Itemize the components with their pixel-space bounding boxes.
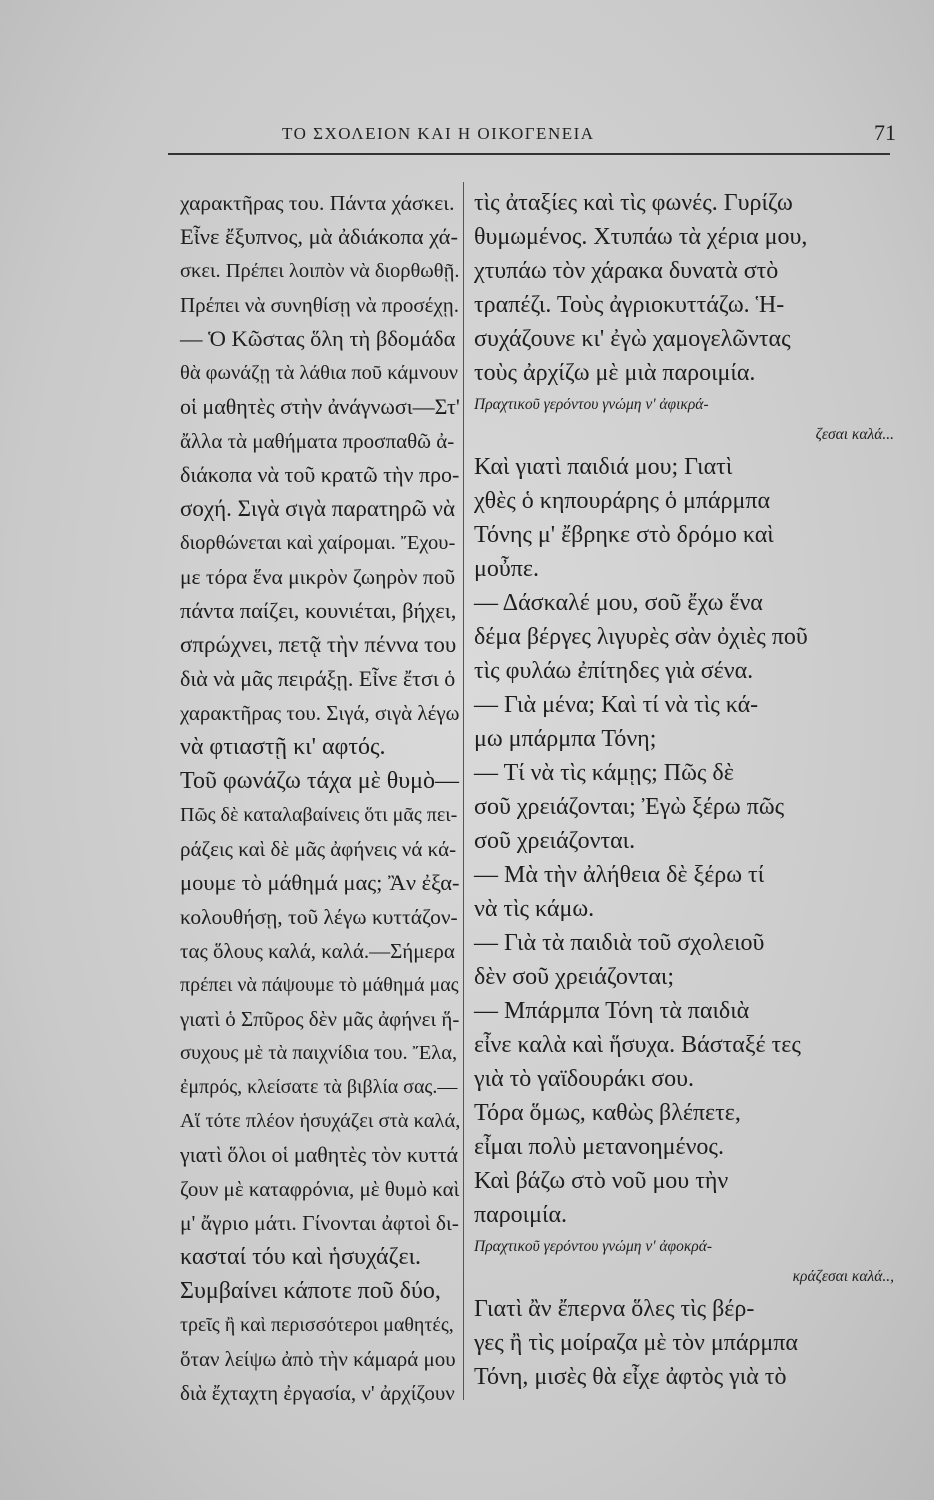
text-line: Τόνης μ' ἔβρηκε στὸ δρόμο καὶ — [474, 522, 774, 548]
text-line: πάντα παίζει, κουνιέται, βήχει, — [180, 598, 457, 623]
text-line: κολουθήσῃ, τοῦ λέγω κυττάζον- — [180, 905, 458, 929]
text-line: — Μπάρμπα Τόνη τὰ παιδιὰ — [474, 998, 750, 1024]
proverb-line: κράζεσαι καλά.., — [792, 1268, 894, 1285]
proverb-line: Πραχτικοῦ γερόντου γνώμη ν' ἀφοκρά- — [474, 1238, 713, 1255]
text-line: θὰ φωνάζῃ τὰ λάθια ποῦ κάμνουν — [180, 362, 459, 384]
text-line: νὰ φτιαστῇ κι' αφτός. — [180, 734, 386, 760]
text-line: ὅταν λείψω ἀπὸ τὴν κάμαρά μου — [180, 1347, 456, 1371]
text-line: μουμε τὸ μάθημά μας; Ἂν ἐξα- — [180, 870, 460, 895]
column-divider — [463, 182, 464, 1400]
text-line: μω μπάρμπα Τόνη; — [474, 726, 657, 752]
text-line: νὰ τὶς κάμω. — [474, 896, 595, 922]
text-line: Τόνη, μισὲς θὰ εἶχε ἀφτὸς γιὰ τὸ — [474, 1364, 787, 1390]
text-line: — Γιὰ μένα; Καὶ τί νὰ τὶς κά- — [474, 692, 759, 718]
text-line: Αἵ τότε πλέον ἡσυχάζει στὰ καλά, — [180, 1110, 461, 1132]
proverb-line: Πραχτικοῦ γερόντου γνώμη ν' ἀφικρά- — [474, 396, 709, 413]
text-line: τὶς ἀταξίες καὶ τὶς φωνές. Γυρίζω — [474, 190, 793, 216]
text-line: Γιατὶ ἂν ἔπερνα ὅλες τὶς βέρ- — [474, 1296, 755, 1322]
text-line: γιὰ τὸ γαϊδουράκι σου. — [474, 1066, 695, 1092]
left-column — [180, 186, 460, 1410]
page-number: 71 — [874, 120, 896, 145]
text-line: οἱ μαθητὲς στὴν ἀνάγνωσι—Στ' — [180, 394, 460, 419]
text-line: εἶμαι πολὺ μετανοημένος. — [474, 1134, 724, 1160]
text-line: σκει. Πρέπει λοιπὸν νὰ διορθωθῇ. — [180, 260, 460, 282]
text-line: γιατὶ ὁ Σπῦρος δὲν μᾶς ἀφήνει ἥ- — [180, 1007, 460, 1031]
text-line: σπρώχνει, πετᾷ τὴν πέννα του — [180, 632, 457, 657]
text-line: τοὺς ἀρχίζω μὲ μιὰ παροιμία. — [474, 360, 756, 386]
text-line: Τόρα ὅμως, καθὼς βλέπετε, — [474, 1100, 741, 1126]
text-line: θυμωμένος. Χτυπάω τὰ χέρια μου, — [474, 224, 808, 250]
text-line: — Μὰ τὴν ἀλήθεια δὲ ξέρω τί — [474, 862, 765, 888]
text-line: Πρέπει νὰ συνηθίσῃ νὰ προσέχῃ. — [180, 293, 460, 317]
text-line: συχάζουνε κι' ἐγὼ χαμογελῶντας — [474, 326, 791, 352]
text-line: διὰ νὰ μᾶς πειράξῃ. Εἶνε ἔτσι ὁ — [180, 666, 456, 691]
text-line: διὰ ἔχταχτη ἐργασία, ν' ἀρχίζουν — [180, 1381, 455, 1405]
text-line: ἐμπρός, κλείσατε τὰ βιβλία σας.— — [180, 1076, 458, 1098]
text-line: μ' ἄγριο μάτι. Γίνονται ἀφτοὶ δι- — [180, 1211, 459, 1235]
text-line: κασταί τόυ καὶ ἡσυχάζει. — [180, 1244, 422, 1270]
text-line: ράζεις καὶ δὲ μᾶς ἀφήνεις νά κά- — [180, 837, 457, 861]
text-line: παροιμία. — [474, 1202, 568, 1228]
text-line: Καὶ βάζω στὸ νοῦ μου τὴν — [474, 1168, 729, 1194]
text-line: — Τί νὰ τὶς κάμῃς; Πῶς δὲ — [474, 760, 734, 786]
text-line: με τόρα ἕνα μικρὸν ζωηρὸν ποῦ — [180, 565, 456, 589]
text-line: Πῶς δὲ καταλαβαίνεις ὅτι μᾶς πει- — [180, 804, 458, 826]
text-line: δὲν σοῦ χρειάζονται; — [474, 964, 675, 990]
text-line: σοῦ χρειάζονται; Ἐγὼ ξέρω πῶς — [474, 794, 785, 820]
text-line: εἶνε καλὰ καὶ ἥσυχα. Βάσταξέ τες — [474, 1032, 801, 1058]
text-line: μοὖπε. — [474, 556, 539, 582]
text-line: Εἶνε ἔξυπνος, μὰ ἀδιάκοπα χά- — [180, 224, 458, 249]
text-line: τραπέζι. Τοὺς ἀγριοκυττάζω. Ἡ- — [474, 292, 785, 318]
text-line: τας ὅλους καλά, καλά.—Σήμερα — [180, 939, 455, 963]
text-line: ἄλλα τὰ μαθήματα προσπαθῶ ἀ- — [180, 429, 455, 453]
proverb-line: ζεσαι καλά... — [815, 426, 894, 443]
right-column — [474, 186, 894, 1394]
text-line: χαρακτῆρας του. Σιγά, σιγὰ λέγω — [180, 701, 460, 725]
text-line: τὶς φυλάω ἐπίτηδες γιὰ σένα. — [474, 658, 754, 684]
text-line: διάκοπα νὰ τοῦ κρατῶ τὴν προ- — [180, 462, 460, 487]
text-line: χαρακτῆρας του. Πάντα χάσκει. — [180, 191, 455, 215]
text-line: τρεῖς ἢ καὶ περισσότεροι μαθητές, — [180, 1314, 454, 1336]
text-line: — Ὁ Κῶστας ὅλη τὴ βδομάδα — [180, 326, 456, 351]
text-line: συχους μὲ τὰ παιχνίδια του. Ἔλα, — [180, 1042, 458, 1064]
text-line: ζουν μὲ καταφρόνια, μὲ θυμὸ καὶ — [180, 1177, 460, 1201]
text-line: γες ἢ τὶς μοίραζα μὲ τὸν μπάρμπα — [474, 1330, 798, 1356]
text-line: πρέπει νὰ πάψουμε τὸ μάθημά μας — [180, 974, 459, 996]
text-line: Συμβαίνει κάποτε ποῦ δύο, — [180, 1278, 441, 1304]
text-line: χτυπάω τὸν χάρακα δυνατὰ στὸ — [474, 258, 779, 284]
text-line: σοχή. Σιγὰ σιγὰ παρατηρῶ νὰ — [180, 496, 456, 521]
text-line: σοῦ χρειάζονται. — [474, 828, 636, 854]
text-line: — Γιὰ τὰ παιδιὰ τοῦ σχολειοῦ — [474, 930, 765, 956]
text-line: — Δάσκαλέ μου, σοῦ ἔχω ἕνα — [474, 590, 763, 616]
text-line: Καὶ γιατὶ παιδιά μου; Γιατὶ — [474, 454, 733, 480]
text-line: χθὲς ὁ κηπουράρης ὁ μπάρμπα — [474, 488, 771, 514]
text-line: δέμα βέργες λιγυρὲς σὰν ὀχιὲς ποῦ — [474, 624, 808, 650]
text-line: διορθώνεται καὶ χαίρομαι. Ἔχου- — [180, 532, 456, 554]
text-line: γιατὶ ὅλοι οἱ μαθητὲς τὸν κυττά — [180, 1142, 459, 1167]
header-rule — [168, 153, 890, 155]
running-header: ΤΟ ΣΧΟΛΕΙΟΝ ΚΑΙ Η ΟΙΚΟΓΕΝΕΙΑ — [282, 124, 595, 143]
text-line: Τοῦ φωνάζω τάχα μὲ θυμὸ— — [180, 768, 459, 794]
